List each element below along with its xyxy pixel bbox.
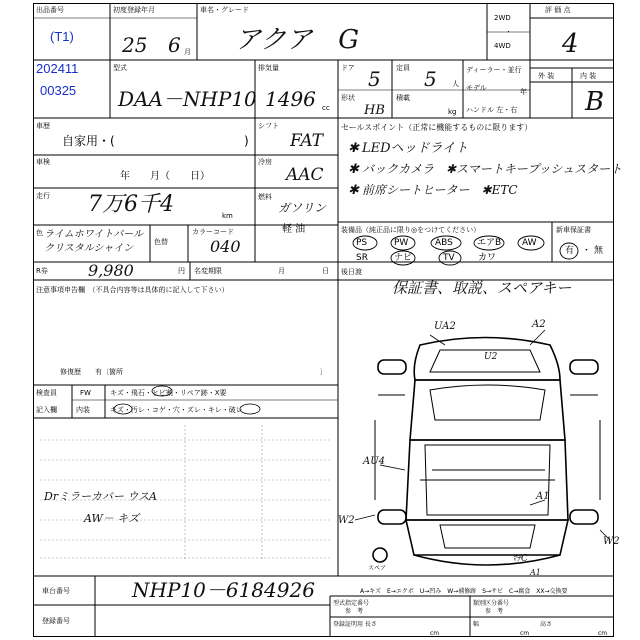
width-label: 幅 <box>473 621 480 628</box>
yen-unit: 円 <box>178 267 185 275</box>
car-grade-label: 車名・グレード <box>200 6 249 14</box>
recycle-value: 9,980 <box>88 261 134 280</box>
inspector-label: 検査員 <box>36 389 57 397</box>
color-code-label: カラーコード <box>192 228 234 236</box>
capacity-label: 定員 <box>396 64 410 72</box>
sales-point-2: バックカメラ ✱スマートキープッシュスタート <box>362 162 623 176</box>
damage-a2: A2 <box>532 319 546 330</box>
equip-navi: ナビ <box>394 253 413 263</box>
mileage-label: 走行 <box>36 192 50 200</box>
repair-label: 修復歴 有〔箇所 <box>60 368 123 376</box>
drive-2wd: 2WD <box>494 14 511 22</box>
shift-label: シフト <box>258 122 279 130</box>
note-1: Drミラーカバー ウスA <box>44 490 157 503</box>
chassis-value: NHP10－6184926 <box>132 578 315 602</box>
warranty-has: 有 <box>565 246 575 256</box>
recycle-label: R券 <box>36 267 48 275</box>
lot-line-3: 00325 <box>40 83 77 98</box>
color-code-value: 040 <box>210 237 241 256</box>
warranty-sep: ・ <box>582 246 592 256</box>
drive-dot: ・ <box>505 28 512 36</box>
inspection-date: 年 月（ 日） <box>120 171 210 182</box>
cc-unit: cc <box>322 104 330 112</box>
fuel-label: 燃料 <box>258 193 272 201</box>
color-change-label: 色替 <box>154 238 168 246</box>
sales-bullet-1: ✱ <box>348 141 359 156</box>
model-label: 型式 <box>113 64 127 72</box>
history-close: ) <box>244 134 249 148</box>
interior-grade: B <box>585 87 605 117</box>
warranty-none: 無 <box>594 246 604 256</box>
damage-w2-left: W2 <box>338 515 355 526</box>
damage-au4: AU4 <box>363 456 386 467</box>
equip-tv: TV <box>443 253 455 263</box>
equip-aw: AW <box>522 238 537 248</box>
doors-label: ドア <box>341 64 355 72</box>
score-label: 評 価 点 <box>545 6 571 14</box>
exterior-label: 外 装 <box>538 72 555 80</box>
shift-value: FAT <box>290 131 324 151</box>
height-cm: cm <box>598 630 608 637</box>
lot-line-2: 202411 <box>36 61 79 76</box>
type-designation-label: 型式指定番号 <box>333 600 370 607</box>
ac-value: AAC <box>286 165 324 185</box>
model-value: DAA－NHP10 <box>118 87 257 111</box>
color-line-2: クリスタルシャイン <box>44 243 134 254</box>
mileage-value: 7万6千4 <box>88 192 174 217</box>
equip-sr: SR <box>356 253 368 263</box>
damage-u2: U2 <box>484 352 498 362</box>
reference-label-1: 参 考 <box>345 608 364 615</box>
equip-ps: PS <box>356 238 368 248</box>
score-value: 4 <box>562 29 579 59</box>
car-name: アクア G <box>235 25 359 55</box>
shape-value: HB <box>364 103 385 118</box>
length-cm: cm <box>430 630 440 637</box>
note-2: AW－ キズ <box>84 512 140 525</box>
expiry-month: 月 <box>278 267 285 275</box>
notes-header: 注意事項申告欄 （不具合内容等は具体的に記入して下さい） <box>36 286 229 294</box>
inspection-label: 車検 <box>36 158 50 166</box>
damage-ua2: UA2 <box>434 321 456 332</box>
load-label: 積載 <box>396 94 410 102</box>
category-class-label: 類別区分番号 <box>473 600 510 607</box>
equip-abs: ABS <box>435 238 453 248</box>
sales-point-3: 前席シートヒーター ✱ETC <box>362 183 518 197</box>
first-reg-month: 6 <box>168 33 181 57</box>
equipment-circles <box>353 236 578 265</box>
chassis-label: 車台番号 <box>42 587 70 595</box>
dealer-label: ディーラー・並行 <box>466 66 522 74</box>
light-oil-label: 軽 油 <box>282 224 306 235</box>
shape-label: 形状 <box>341 94 355 102</box>
interior-codes: キズ・汚レ・コゲ・穴・ズレ・キレ・破レ <box>110 406 243 414</box>
ac-label: 冷房 <box>258 158 272 166</box>
capacity-unit: 人 <box>452 80 459 88</box>
drive-4wd: 4WD <box>494 42 511 50</box>
first-reg-year: 25 <box>122 33 148 57</box>
color-label: 色 <box>36 229 43 237</box>
sales-bullet-2: ✱ <box>348 162 359 177</box>
sales-point-1: LEDヘッドライト <box>362 141 469 156</box>
doors-value: 5 <box>368 67 381 91</box>
warranty-label: 新車保証書 <box>556 226 591 234</box>
reference-label-2: 参 考 <box>485 608 504 615</box>
height-label: 高さ <box>540 621 553 628</box>
name-expiry-label: 名変期限 <box>194 267 222 275</box>
displacement-label: 排気量 <box>258 64 279 72</box>
load-unit: kg <box>448 108 457 116</box>
km-unit: km <box>222 212 233 220</box>
cert-length-label: 登録証明用 長さ <box>333 621 377 628</box>
sales-points-label: セールスポイント（正常に機能するものに限ります） <box>341 123 533 132</box>
damage-a1: A1 <box>536 491 550 502</box>
equip-pw: PW <box>394 238 409 248</box>
equipment-label: 装備品（純正品に限り◎をつけてください） <box>341 226 481 234</box>
damage-w2-right: W2 <box>603 536 620 547</box>
month-unit: 月 <box>184 48 191 56</box>
damage-legend: A→キズ E→エクボ U→凹み W→補修跡 S→サビ C→腐食 XX→交換要 <box>360 588 568 595</box>
repair-close: 〕 <box>320 368 327 376</box>
interior-label: 内 装 <box>580 72 597 80</box>
fuel-value: ガソリン <box>278 201 327 215</box>
rear-items: 保証書、取説、スペアキー <box>392 279 572 297</box>
lot-number-label: 出品番号 <box>36 6 64 14</box>
spare-label: スペア <box>368 565 387 572</box>
fw-label: FW <box>80 389 91 397</box>
equip-airbag: エアB <box>477 238 502 248</box>
damage-a1-bottom: A1 <box>530 568 541 577</box>
history-value: 自家用・( <box>62 134 115 148</box>
model-year-label: モデル <box>466 84 487 92</box>
capacity-value: 5 <box>424 67 437 91</box>
handle-label: ハンドル 左・右 <box>466 106 518 114</box>
reg-label: 登録番号 <box>42 617 70 625</box>
fw-codes: キズ・飛石・ヒビ割・リペア跡・X要 <box>110 389 227 397</box>
width-cm: cm <box>520 630 530 637</box>
first-reg-label: 初度登録年月 <box>113 6 155 14</box>
interior-short-label: 内装 <box>76 406 90 414</box>
car-diagram <box>355 330 610 565</box>
equip-kawa: カワ <box>478 253 497 263</box>
sales-bullet-3: ✱ <box>348 183 359 198</box>
lot-line-1: (T1) <box>50 29 74 44</box>
history-label: 車歴 <box>36 122 50 130</box>
color-line-1: ライムホワイトパール <box>44 229 143 240</box>
model-year-unit: 年 <box>520 88 527 96</box>
rear-info-label: 後日渡 <box>341 268 362 276</box>
expiry-day: 日 <box>322 267 329 275</box>
displacement-value: 1496 <box>265 87 316 111</box>
damage-bottom: ﾏﾁC <box>512 554 528 564</box>
entry-label: 記入欄 <box>36 406 57 414</box>
